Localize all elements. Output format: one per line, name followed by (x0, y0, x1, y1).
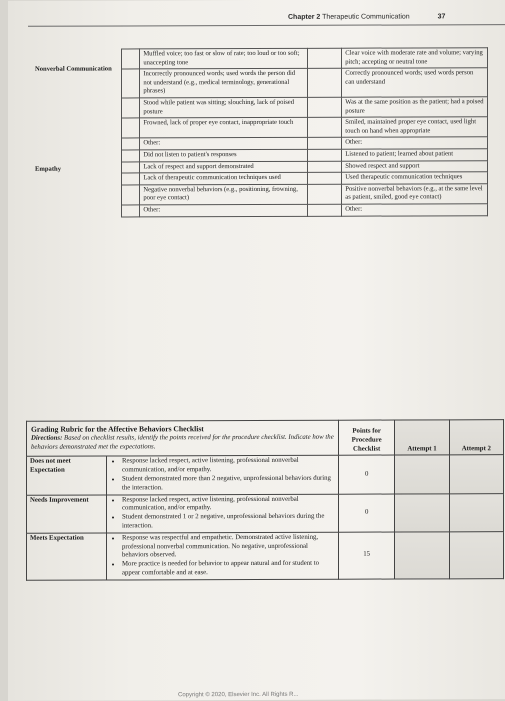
attempt-1-cell[interactable] (395, 493, 449, 531)
checkbox-cell[interactable] (121, 205, 140, 217)
negative-behavior: Incorrectly pronounced words; used words the person did not understand (e.g., medical terminology, generational phrases) (140, 69, 308, 98)
negative-behavior: Negative nonverbal behaviors (e.g., positioning, frowning, poor eye contact) (140, 184, 308, 205)
checkbox-cell[interactable] (308, 184, 342, 204)
rubric-directions (31, 434, 334, 453)
checkbox-cell[interactable] (308, 161, 342, 173)
criteria-bullet: • Student demonstrated more than 2 negative, unprofessional behaviors during the interaction. (122, 475, 335, 493)
rubric-criteria (107, 456, 339, 495)
positive-behavior: Clear voice with moderate rate and volume; varying pitch; accepting or neutral tone (342, 48, 488, 69)
positive-behavior: Positive nonverbal behaviors (e.g., at the same level as patient, smiled, good eye contact) (342, 183, 488, 204)
positive-behavior: Other: (342, 137, 488, 149)
rubric-row (27, 455, 504, 495)
rubric-points: 0 (338, 494, 394, 532)
checkbox-cell[interactable] (121, 49, 140, 69)
checkbox-cell[interactable] (308, 117, 342, 137)
textbook-page (8, 0, 505, 701)
directions-text: Based on checklist results, identify the points received for the procedure checklist. Indicate how the behaviors demonstrated met the expectations. (31, 433, 334, 451)
checkbox-cell[interactable] (121, 98, 140, 118)
positive-behavior: Smiled, maintained proper eye contact, used light touch on hand when appropriate (342, 117, 488, 138)
rubric-title: Grading Rubric for the Affective Behaviors Checklist (31, 424, 204, 434)
checkbox-cell[interactable] (121, 161, 140, 173)
criteria-bullet: • Response was respectful and empathetic. Demonstrated active listening, professional nonverbal communication. No negative, unprofessional behaviors observed. (122, 533, 335, 560)
rubric-criteria (107, 532, 339, 580)
negative-behavior: Did not listen to patient's responses (140, 149, 308, 161)
positive-behavior: Listened to patient; learned about patient (342, 149, 488, 161)
checklist-category: Empathy (35, 166, 62, 174)
checkbox-cell[interactable] (308, 172, 342, 184)
attempt-1-cell[interactable] (395, 532, 449, 579)
chapter-label: Chapter 2 (288, 13, 321, 21)
checklist-category: Nonverbal Communication (35, 65, 112, 73)
checkbox-cell[interactable] (308, 68, 342, 97)
checkbox-cell[interactable] (308, 48, 342, 68)
rubric-row (27, 531, 504, 580)
attempt-1-cell[interactable] (395, 455, 449, 493)
checkbox-cell[interactable] (121, 69, 140, 98)
criteria-bullet: • Response lacked respect, active listening, professional nonverbal communication, and/or empathy. (122, 495, 335, 513)
rubric-level: Does not meet Expectation (27, 456, 107, 494)
behavior-checklist-table (32, 47, 488, 217)
checkbox-cell[interactable] (308, 149, 342, 161)
rubric-criteria (107, 494, 339, 533)
negative-behavior: Other: (140, 138, 308, 150)
checkbox-cell[interactable] (121, 185, 140, 205)
running-header (288, 13, 445, 21)
criteria-bullet: • Student demonstrated 1 or 2 negative, unprofessional behaviors during the interaction. (122, 513, 335, 531)
positive-behavior: Used therapeutic communication techniques (342, 172, 488, 184)
negative-behavior: Lack of respect and support demonstrated (140, 161, 308, 173)
checklist-row (32, 48, 488, 70)
attempt-2-header: Attempt 2 (449, 420, 503, 456)
attempt-1-header: Attempt 1 (395, 420, 449, 456)
grading-rubric-table (26, 419, 504, 580)
criteria-bullet: • Response lacked respect, active listening, professional nonverbal communication, and/or empathy. (122, 457, 335, 475)
rubric-points: 15 (338, 532, 394, 579)
header-rule (28, 24, 505, 27)
attempt-2-cell[interactable] (449, 531, 503, 578)
checkbox-cell[interactable] (308, 204, 342, 216)
criteria-bullet: • More practice is needed for behavior to appear natural and for student to appear comfortable and at ease. (122, 560, 335, 578)
rubric-points: 0 (338, 455, 394, 493)
rubric-level: Meets Expectation (27, 533, 107, 580)
checkbox-cell[interactable] (308, 138, 342, 150)
checkbox-cell[interactable] (308, 97, 342, 117)
chapter-title: Therapeutic Communication (322, 13, 410, 21)
copyright-footer: Copyright © 2020, Elsevier Inc. All Rights R... (178, 691, 299, 699)
rubric-header (27, 420, 339, 456)
checkbox-cell[interactable] (121, 138, 140, 150)
attempt-2-cell[interactable] (449, 493, 503, 531)
negative-behavior: Frowned, lack of proper eye contact, inappropriate touch (140, 117, 308, 138)
points-column-header: Points for Procedure Checklist (338, 420, 394, 456)
negative-behavior: Lack of therapeutic communication techniques used (140, 172, 308, 184)
positive-behavior: Was at the same position as the patient; had a poised posture (342, 97, 488, 118)
positive-behavior: Showed respect and support (342, 160, 488, 172)
rubric-level: Needs Improvement (27, 495, 107, 533)
directions-label: Directions: (31, 434, 63, 442)
positive-behavior: Other: (342, 204, 488, 216)
rubric-row (27, 493, 504, 533)
negative-behavior: Other: (140, 204, 308, 216)
page-number: 37 (437, 13, 446, 21)
attempt-2-cell[interactable] (449, 455, 503, 493)
checkbox-cell[interactable] (121, 118, 140, 138)
negative-behavior: Muffled voice; too fast or slow of rate; too loud or too soft; unaccepting tone (140, 48, 308, 69)
positive-behavior: Correctly pronounced words; used words person can understand (342, 68, 488, 97)
checkbox-cell[interactable] (121, 173, 140, 185)
negative-behavior: Stood while patient was sitting; slouching, lack of poised posture (140, 97, 308, 118)
checkbox-cell[interactable] (121, 150, 140, 162)
